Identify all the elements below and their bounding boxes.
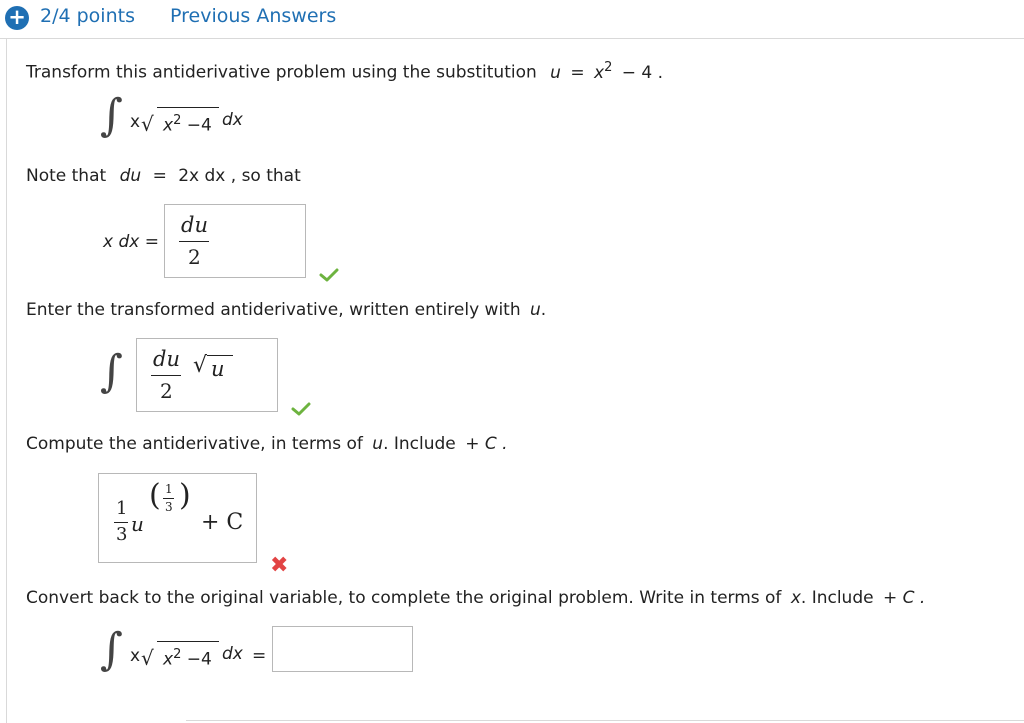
step2-answer-box[interactable] (136, 338, 278, 412)
step3-left-paren: ( (149, 478, 161, 513)
step2-radicand: u (211, 357, 225, 381)
step1-denominator: 2 (188, 245, 201, 269)
step3-answer-box[interactable] (98, 473, 257, 563)
step3-plus-c: + C (201, 510, 244, 535)
integrand-x: x (130, 112, 141, 132)
integral-sign: ∫ (100, 624, 123, 675)
integrand-dx: dx (222, 644, 243, 664)
step3-exp-den: 3 (165, 500, 173, 514)
integrand-dx: dx (222, 110, 243, 130)
check-icon (319, 268, 339, 282)
step3-right-paren: ) (179, 478, 191, 513)
header-divider (0, 38, 1024, 39)
final-answer-input[interactable] (272, 626, 413, 672)
left-border (6, 38, 7, 723)
step4-prompt: Convert back to the original variable, to complete the original problem. Write in terms of x. Include + C . (26, 588, 926, 608)
step3-coef-bar (114, 522, 128, 523)
radical-sign: √ (141, 646, 154, 670)
final-equals: = (252, 646, 267, 666)
check-icon (291, 402, 311, 416)
step3-prompt: Compute the antiderivative, in terms of u. Include + C . (26, 434, 508, 454)
step2-fraction-bar (151, 375, 181, 376)
step3-exp-bar (163, 498, 174, 499)
step3-coef-den: 3 (116, 524, 128, 545)
integral-sign: ∫ (100, 90, 123, 141)
note-text: Note that du = 2x dx , so that (26, 166, 301, 186)
integrand-x: x (130, 646, 141, 666)
step2-prompt: Enter the transformed antiderivative, written entirely with u. (26, 300, 547, 320)
step3-exp-num: 1 (165, 482, 173, 496)
intro-text: Transform this antiderivative problem using the substitution $u = x^2 - 4$ . (26, 60, 664, 83)
step1-numerator: du (181, 213, 208, 237)
step1-fraction-bar (179, 241, 209, 242)
plus-icon[interactable]: + (5, 6, 29, 30)
radicand: $x^2 -4$ (163, 113, 212, 136)
points-label: 2/4 points (40, 5, 135, 27)
step3-base-u: u (131, 512, 144, 536)
step3-coef-num: 1 (116, 498, 128, 519)
bottom-divider (186, 720, 1024, 721)
radical-bar (157, 641, 219, 642)
step1-answer-box[interactable] (164, 204, 306, 278)
step2-radical-bar (207, 355, 233, 356)
integral-sign: ∫ (100, 346, 123, 397)
step2-radical-sign: √ (193, 353, 208, 378)
xdx-label: x dx = (103, 232, 159, 252)
previous-answers-link[interactable]: Previous Answers (170, 5, 337, 27)
step2-denominator: 2 (160, 379, 173, 403)
radicand: $x^2 -4$ (163, 647, 212, 670)
step2-numerator: du (153, 347, 180, 371)
incorrect-x-icon: ✖ (270, 553, 289, 578)
radical-bar (157, 107, 219, 108)
radical-sign: √ (141, 112, 154, 136)
